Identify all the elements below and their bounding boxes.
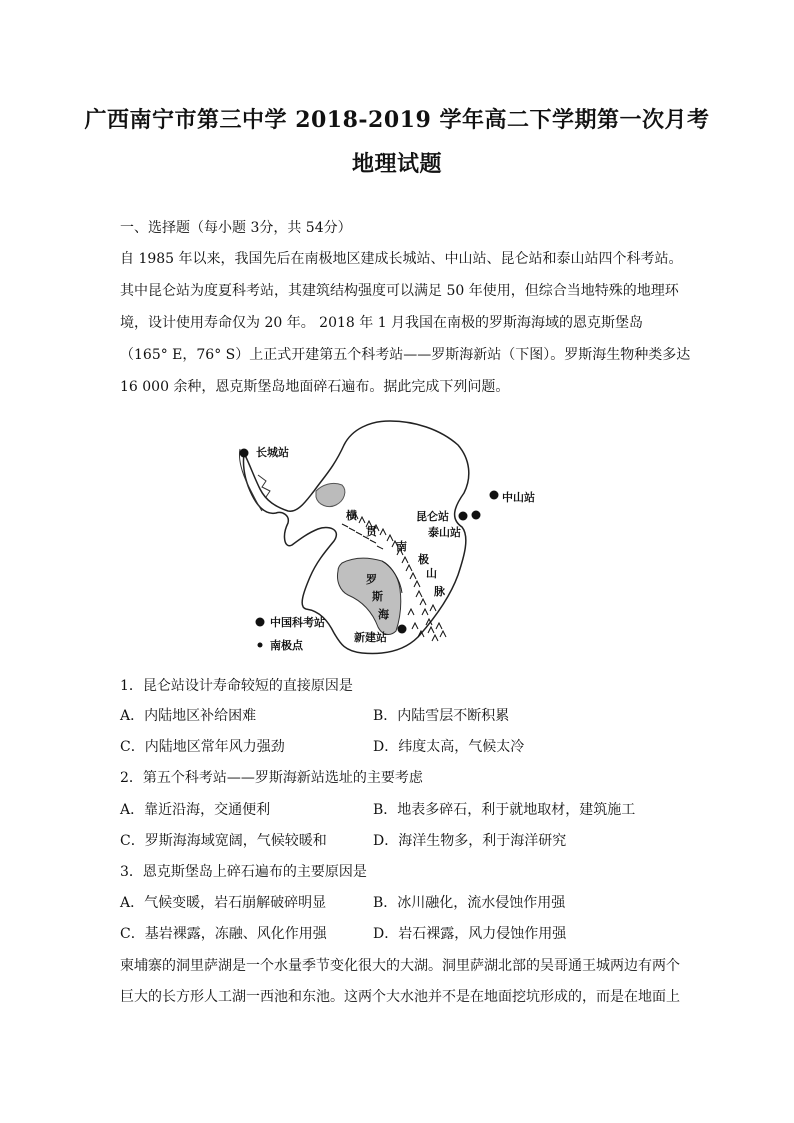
- option-b: B．地表多碎石，利于就地取材，建筑施工: [373, 802, 636, 818]
- kunlun-circle: [459, 512, 468, 521]
- taishan-station-marker: [472, 511, 481, 520]
- legend-station-marker: [256, 618, 265, 627]
- mountain-label-5: 山: [426, 567, 437, 580]
- sea-label-1: 罗: [366, 573, 377, 586]
- zhongshan-station-label: 中山站: [502, 491, 535, 504]
- xinjian-station-marker: [398, 625, 407, 634]
- passage1-line: 其中昆仑站为度夏科考站，其建筑结构强度可以满足 50 年使用，但综合当地特殊的地理环: [120, 283, 679, 299]
- question-stem: 1．昆仑站设计寿命较短的直接原因是: [120, 678, 353, 694]
- page-title: 广西南宁市第三中学 2018-2019 学年高二下学期第一次月考: [84, 107, 710, 133]
- weddell-ice-shelf: [316, 483, 345, 506]
- option-d: D．纬度太高，气候太冷: [373, 739, 525, 755]
- antarctica-map: [232, 415, 535, 660]
- option-b: B．冰川融化，流水侵蚀作用强: [373, 895, 566, 911]
- zhongshan-station-marker: [490, 491, 499, 500]
- xinjian-station-label: 新建站: [354, 631, 387, 644]
- changcheng-station-label: 长城站: [256, 446, 289, 459]
- mountain-label-1: 横: [346, 509, 357, 522]
- page-subtitle: 地理试题: [351, 151, 442, 177]
- mountain-label-4: 极: [418, 553, 429, 566]
- mountain-label-2: 贯: [366, 525, 377, 538]
- option-d: D．岩石裸露，风力侵蚀作用强: [373, 926, 567, 942]
- mountain-label-6: 脉: [434, 585, 445, 598]
- taishan-station-label: 泰山站: [428, 526, 461, 539]
- passage1-line: 境，设计使用寿命仅为 20 年。 2018 年 1 月我国在南极的罗斯海海域的恩克斯堡岛: [120, 315, 644, 331]
- peninsula-detail: [258, 475, 270, 497]
- changcheng-station-marker: [240, 449, 249, 458]
- option-c: C．罗斯海海域宽阔，气候较暖和: [120, 833, 327, 849]
- question-stem: 2．第五个科考站——罗斯海新站选址的主要考虑: [120, 770, 423, 786]
- legend-station-label: 中国科考站: [270, 616, 325, 629]
- passage1-line: 16 000 余种，恩克斯堡岛地面碎石遍布。据此完成下列问题。: [120, 379, 510, 395]
- legend-pole-marker: [258, 643, 263, 648]
- passage1-line: 自 1985 年以来，我国先后在南极地区建成长城站、中山站、昆仑站和泰山站四个科考站。: [120, 251, 683, 267]
- option-a: A．内陆地区补给困难: [120, 708, 257, 724]
- option-a: A．气候变暖，岩石崩解破碎明显: [120, 895, 327, 911]
- option-c: C．内陆地区常年风力强劲: [120, 739, 285, 755]
- sea-label-3: 海: [378, 608, 389, 621]
- passage2-line: 柬埔寨的洞里萨湖是一个水量季节变化很大的大湖。洞里萨湖北部的吴哥通王城两边有两个: [120, 958, 680, 974]
- legend-pole-label: 南极点: [270, 639, 303, 652]
- kunlun-station-label: 昆仑站: [416, 510, 449, 523]
- option-d: D．海洋生物多，利于海洋研究: [373, 833, 567, 849]
- mountain-label-3: 南: [396, 540, 407, 553]
- passage1-line: （165° E，76° S）上正式开建第五个科考站——罗斯海新站（下图）。罗斯海生物种类多达: [120, 347, 691, 363]
- passage2-line: 巨大的长方形人工湖一西池和东池。这两个大水池并不是在地面挖坑形成的，而是在地面上: [120, 989, 680, 1005]
- option-c: C．基岩裸露，冻融、风化作用强: [120, 926, 327, 942]
- section-heading: 一、选择题（每小题 3分，共 54分）: [120, 220, 352, 236]
- option-b: B．内陆雪层不断积累: [373, 708, 510, 724]
- option-a: A．靠近沿海，交通便利: [120, 802, 271, 818]
- sea-label-2: 斯: [372, 590, 383, 603]
- question-stem: 3．恩克斯堡岛上碎石遍布的主要原因是: [120, 864, 367, 880]
